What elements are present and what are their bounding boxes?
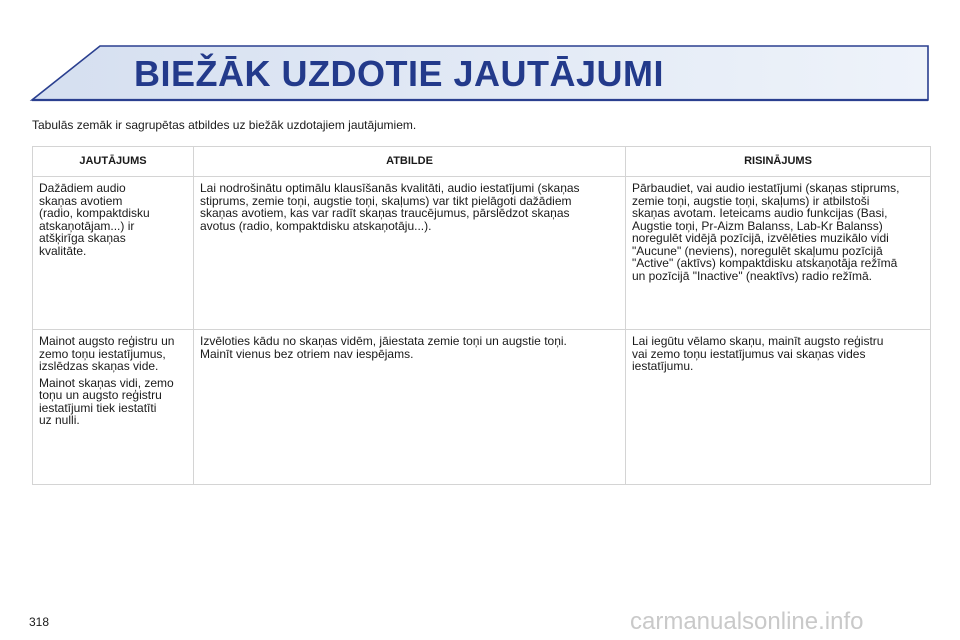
column-header-solution: RISINĀJUMS bbox=[626, 147, 931, 177]
column-header-question: JAUTĀJUMS bbox=[33, 147, 194, 177]
page-number: 318 bbox=[29, 615, 50, 629]
table-header-row bbox=[33, 147, 931, 177]
question-text: Dažādiem audio skaņas avotiem (radio, kompaktdisku atskaņotājam...) ir atšķirīga skaņas kvalitāte. bbox=[39, 181, 150, 258]
answer-cell: Izvēloties kādu no skaņas vidēm, jāiestata zemie toņi un augstie toņi. Mainīt vienus bez otriem nav iespējams. bbox=[194, 330, 626, 485]
watermark: carmanualsonline.info bbox=[630, 608, 864, 635]
solution-cell: Lai iegūtu vēlamo skaņu, mainīt augsto reģistru vai zemo toņu iestatījumus vai skaņas vides iestatījumu. bbox=[626, 330, 931, 485]
page-title: BIEŽĀK UZDOTIE JAUTĀJUMI bbox=[134, 53, 665, 94]
table-row bbox=[33, 330, 931, 485]
table-row bbox=[33, 177, 931, 330]
answer-cell: Lai nodrošinātu optimālu klausīšanās kvalitāti, audio iestatījumi (skaņas stiprums, zemie toņi, augstie toņi, skaļums) var tikt pielāgoti dažādiem skaņas avotiem, kas var radīt skaņas traucējumus, pārslēdzot skaņas avotus (radio, kompaktdisku atskaņotāju...). bbox=[194, 177, 626, 330]
column-header-answer: ATBILDE bbox=[194, 147, 626, 177]
question-cell bbox=[33, 330, 194, 485]
question-text: Mainot augsto reģistru un zemo toņu iestatījumus, izslēdzas skaņas vide. bbox=[39, 334, 175, 373]
intro-text: Tabulās zemāk ir sagrupētas atbildes uz biežāk uzdotajiem jautājumiem. bbox=[32, 118, 417, 132]
question-text: Mainot skaņas vidi, zemo toņu un augsto reģistru iestatījumi tiek iestatīti uz nulli. bbox=[39, 375, 174, 427]
solution-cell: Pārbaudiet, vai audio iestatījumi (skaņas stiprums, zemie toņi, augstie toņi, skaļums) ir atbilstoši skaņas avotam. Ieteicams audio funkcijas (Basi, Augstie toņi, Pr-Aizm Balanss, Lab-Kr Balanss) noregulēt vidējā pozīcijā, izvēlēties muzikālo vidi "Aucune" (neviens), noregulēt skaļumu pozīcijā "Active" (aktīvs) kompaktdisku atskaņotāja režīmā un pozīcijā "Inactive" (neaktīvs) radio režīmā. bbox=[626, 177, 931, 330]
question-cell bbox=[33, 177, 194, 330]
faq-table bbox=[32, 146, 931, 485]
